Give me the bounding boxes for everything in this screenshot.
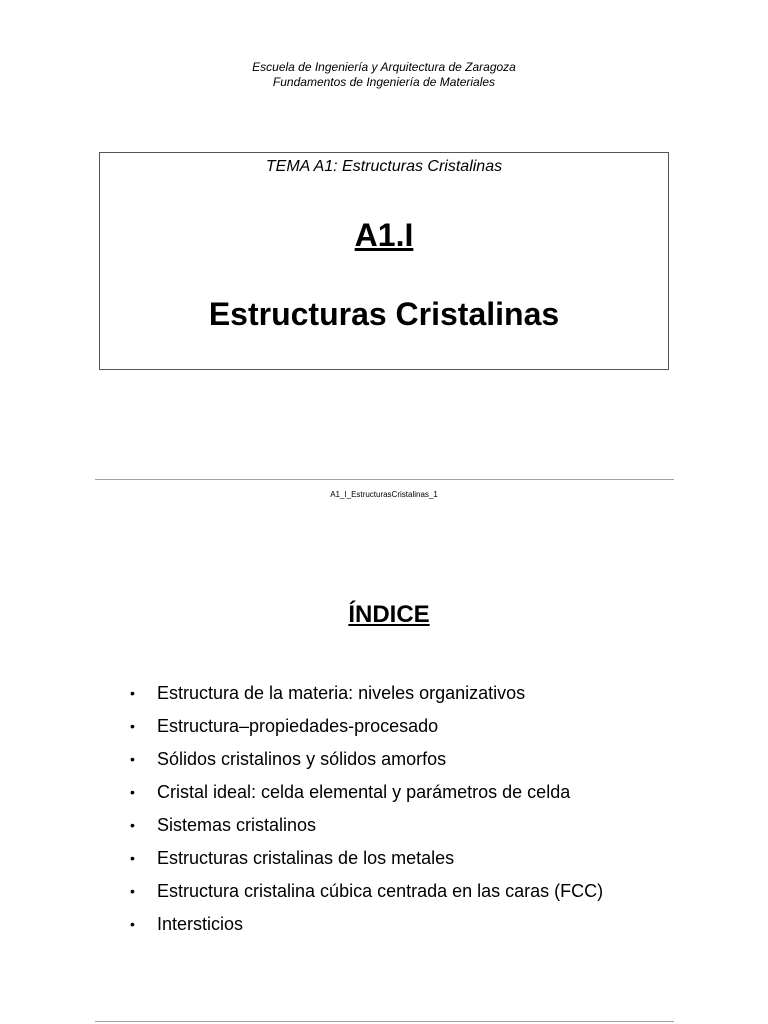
list-item-text: Estructuras cristalinas de los metales	[157, 848, 455, 868]
bullet-icon: •	[130, 751, 135, 767]
bullet-icon: •	[130, 718, 135, 734]
bullet-icon: •	[130, 850, 135, 866]
list-item-text: Estructura–propiedades-procesado	[157, 716, 439, 736]
list-item-text: Cristal ideal: celda elemental y parámetros de celda	[157, 782, 571, 802]
list-item-text: Intersticios	[157, 914, 244, 934]
list-item-text: Estructura cristalina cúbica centrada en las caras (FCC)	[157, 881, 604, 901]
school-name: Escuela de Ingeniería y Arquitectura de Zaragoza	[252, 60, 516, 74]
title-box	[99, 152, 669, 370]
index-title: ÍNDICE	[348, 601, 430, 628]
list-item-text: Sistemas cristalinos	[157, 815, 317, 835]
bullet-icon: •	[130, 685, 135, 701]
document-header	[0, 60, 768, 90]
bullet-icon: •	[130, 817, 135, 833]
list-item-text: Estructura de la materia: niveles organizativos	[157, 683, 526, 703]
topic-label: TEMA A1: Estructuras Cristalinas	[265, 158, 503, 175]
bullet-icon: •	[130, 883, 135, 899]
slide-divider	[95, 479, 674, 480]
list-item-text: Sólidos cristalinos y sólidos amorfos	[157, 749, 447, 769]
bullet-icon: •	[130, 784, 135, 800]
chapter-title: Estructuras Cristalinas	[208, 296, 560, 332]
bullet-icon: •	[130, 916, 135, 932]
course-name: Fundamentos de Ingeniería de Materiales	[272, 75, 496, 89]
page-bottom-divider	[95, 1021, 674, 1022]
chapter-code: A1.I	[354, 217, 414, 253]
slide-label: A1_I_EstructurasCristalinas_1	[330, 490, 438, 499]
